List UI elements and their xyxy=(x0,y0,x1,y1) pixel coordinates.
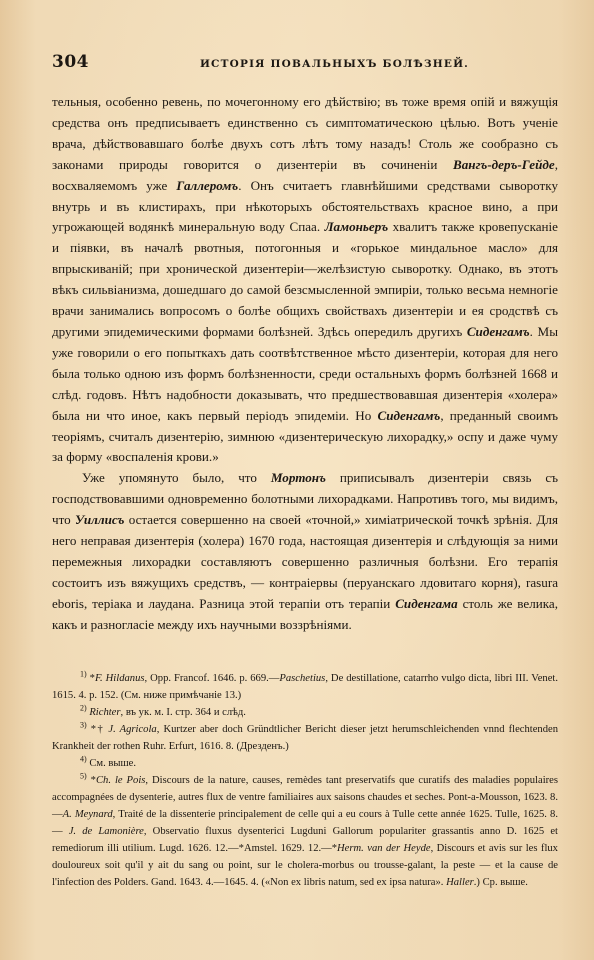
footnote-text: , въ ук. м. I. стр. 364 и слѣд. xyxy=(120,706,246,718)
author-name: Галлеромъ xyxy=(176,177,239,193)
page-header xyxy=(52,52,558,72)
citation-author: Richter xyxy=(89,706,121,718)
footnote-text: * xyxy=(89,672,95,684)
page-number: 304 xyxy=(52,52,89,72)
footnote-4 xyxy=(52,755,558,772)
text-run: . Мы уже говорили о его попыткахъ дать соотвѣтственное мѣсто дизентеріи, которая для него была только одною изъ формъ болѣзненности, среди остальныхъ формъ болѣзней 1668 и слѣд. годовъ. Нѣтъ надобности доказывать, что предшествовавшая дизентерія «холера» была ни что иное, какъ первый періодъ эпидеміи. Но xyxy=(52,323,558,423)
footnote-number: 5) xyxy=(80,771,87,781)
footnote-5 xyxy=(52,772,558,891)
footnote-1 xyxy=(52,670,558,704)
author-name: Сиденгама xyxy=(395,595,458,611)
footnote-number: 3) xyxy=(80,720,87,730)
citation-author: J. Agricola xyxy=(108,723,157,735)
footnote-text: , Discours de la nature, causes, remèdes tant preservatifs que curatifs des maladies populaires accompagnées de dysenterie, autres flux de ventre familiaires aux saisons chaudes et seches. Pont-a-Mousson, 1623. 8.— xyxy=(52,774,559,820)
text-run: приписывалъ дизентеріи связь съ господствовавшими одновременно болотными лихорадками. Напротивъ того, мы видимъ, что xyxy=(52,470,558,528)
footnote-text: , Discours et avis sur les flux douloureux soit qu'il y ait du sang ou point, sur le cholera-morbus ou trousse-galant, la peste — et la cause de l'infection des Polders. Gand. 1643. 4.—1645. 4. («Non ex libris natum, sed ex ipsa natura». xyxy=(52,842,558,888)
citation-author: Paschetius xyxy=(279,672,326,684)
citation-author: J. de Lamonière xyxy=(68,825,144,837)
paragraph-2 xyxy=(52,468,558,635)
author-name: Ламоньеръ xyxy=(324,219,389,235)
paragraph-1 xyxy=(52,92,558,468)
footnote-text: , Traité de la dissenterie principalement de celle qui a eu cours à Tulle cette année 1625. Tulle, 1625. 8. — xyxy=(52,808,558,837)
text-run: , восхваляемомъ уже xyxy=(52,156,558,193)
footnote-number: 2) xyxy=(80,703,87,713)
running-head: ИСТОРІЯ ПОВАЛЬНЫХЪ БОЛѢЗНЕЙ. xyxy=(199,58,470,70)
author-name: Мортонъ xyxy=(270,470,326,486)
footnote-text: См. выше. xyxy=(89,757,137,769)
main-text xyxy=(52,92,558,636)
text-run: столь же велика, какъ и разногласіе между ихъ научными воззрѣніями. xyxy=(52,595,558,632)
author-name: Уиллисъ xyxy=(74,512,125,528)
author-name: Сиденгамъ xyxy=(377,407,441,423)
footnote-number: 1) xyxy=(80,669,87,679)
footnote-3 xyxy=(52,721,558,755)
citation-author: A. Meynard xyxy=(62,808,113,820)
text-run: . Онъ считаетъ главнѣйшими средствами сыворотку внутрь и въ клистирахъ, при нѣкоторыхъ обстоятельствахъ красное вино, а при угрожающей водянкѣ минеральную воду Спаа. xyxy=(52,177,558,235)
footnote-text: * xyxy=(90,774,96,786)
footnote-text: *† xyxy=(90,723,109,735)
footnote-number: 4) xyxy=(80,754,87,764)
footnote-text: , Kurtzer aber doch Gründtlicher Bericht dieser jetzt herumschleichenden vnnd flechtenden Krankheit der rothen Ruhr. Erfurt, 1616. 8. (Дрезденъ.) xyxy=(52,723,559,752)
text-run: хвалитъ также кровепусканіе и піявки, въ началѣ рвотныя, потогонныя и «горькое миндальное масло» для впрыскиваній; при хронической дизентеріи—желѣзистую сыворотку. Однако, въ этотъ вѣкъ сильвіанизма, дошедшаго до самой безсмысленной эмпиріи, только весьма немногіе врачи занимались вопросомъ о болѣе общихъ свойствахъ дизентеріи и ея сродствѣ съ другими эпидемическими формами болѣзней. Здѣсь опередилъ другихъ xyxy=(52,219,558,339)
text-run: тельныя, особенно ревень, по мочегонному его дѣйствію; въ тоже время опій и вяжущія средства онъ предписываетъ единственно съ симптоматическою цѣлью. Вотъ ученіе врача, дѣйствовавшаго болѣе двухъ сотъ лѣтъ тому назадъ! Столь же сообразно съ законами природы говорится о дизентеріи въ сочиненіи xyxy=(52,94,558,172)
citation-author: Ch. le Pois xyxy=(95,774,146,786)
footnote-text: , Opp. Francof. 1646. p. 669.— xyxy=(144,672,280,684)
citation-author: F. Hildanus xyxy=(94,672,145,684)
text-run: , преданный своимъ теоріямъ, считалъ дизентерію, зимнюю «дизентерическую лихорадку,» оспу и даже чуму за форму «воспаленія крови.» xyxy=(52,407,558,465)
footnote-text: , De destillatione, catarrho vulgo dicta, libri III. Venet. 1615. 4. p. 152. (См. ниже примѣчаніе 13.) xyxy=(52,672,558,701)
footnote-text: .) Ср. выше. xyxy=(473,876,528,888)
footnote-text: , Observatio fluxus dysenterici Lugduni Gallorum populariter grassantis anno D. 1625 et remediorum illi utilium. Lugd. 1626. 12.—*Amstel. 1629. 12.—* xyxy=(52,825,558,854)
citation-author: Herm. van der Heyde xyxy=(337,842,431,854)
footnote-2 xyxy=(52,704,558,721)
text-run: остается совершенно на своей «точной,» химіатрической точкѣ зрѣнія. Для него неправая дизентерія (холера) 1670 года, настоящая дизентерія и слѣдующія за ними перемежныя лихорадки составляютъ совершенно различныя болѣзни. Его терапія состоитъ изъ вяжущихъ средствъ, — контраіервы (перуанскаго лдовитаго корня), rasura eboris, теріака и лауданa. Разница этой терапіи отъ терапіи xyxy=(52,512,558,611)
author-name: Вангъ-деръ-Гейде xyxy=(453,156,555,172)
footnotes xyxy=(52,670,558,891)
citation-author: Haller xyxy=(446,876,474,888)
author-name: Сиденгамъ xyxy=(466,323,530,339)
text-run: Уже упомянуто было, что xyxy=(82,470,271,486)
